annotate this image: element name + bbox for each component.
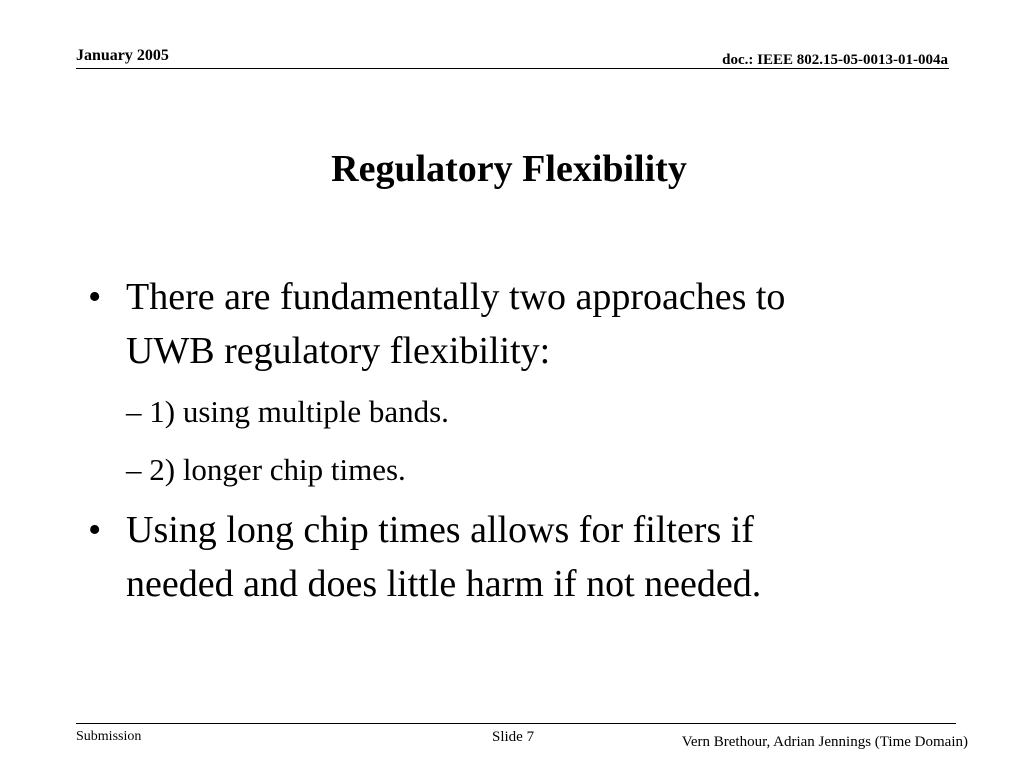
- footer-submission: Submission: [76, 729, 142, 744]
- bullet-2-line-2: needed and does little harm if not needed.: [126, 563, 762, 605]
- sub-bullet-2: – 2) longer chip times.: [126, 452, 406, 487]
- bullet-1-line-2: UWB regulatory flexibility:: [126, 330, 551, 372]
- header-rule: [76, 68, 949, 69]
- slide-title: Regulatory Flexibility: [331, 148, 687, 190]
- header-date: January 2005: [76, 47, 169, 64]
- header-doc-id: doc.: IEEE 802.15-05-0013-01-004a: [722, 52, 948, 68]
- bullet-marker: •: [88, 276, 102, 318]
- footer-slide-number: Slide 7: [492, 729, 535, 745]
- bullet-1-line-1: There are fundamentally two approaches to: [126, 276, 786, 318]
- sub-bullet-1: – 1) using multiple bands.: [126, 394, 449, 429]
- footer-rule: [76, 723, 956, 724]
- bullet-marker: •: [88, 509, 102, 551]
- bullet-2-line-1: Using long chip times allows for filters if: [126, 509, 754, 551]
- footer-authors: Vern Brethour, Adrian Jennings (Time Domain): [681, 734, 968, 750]
